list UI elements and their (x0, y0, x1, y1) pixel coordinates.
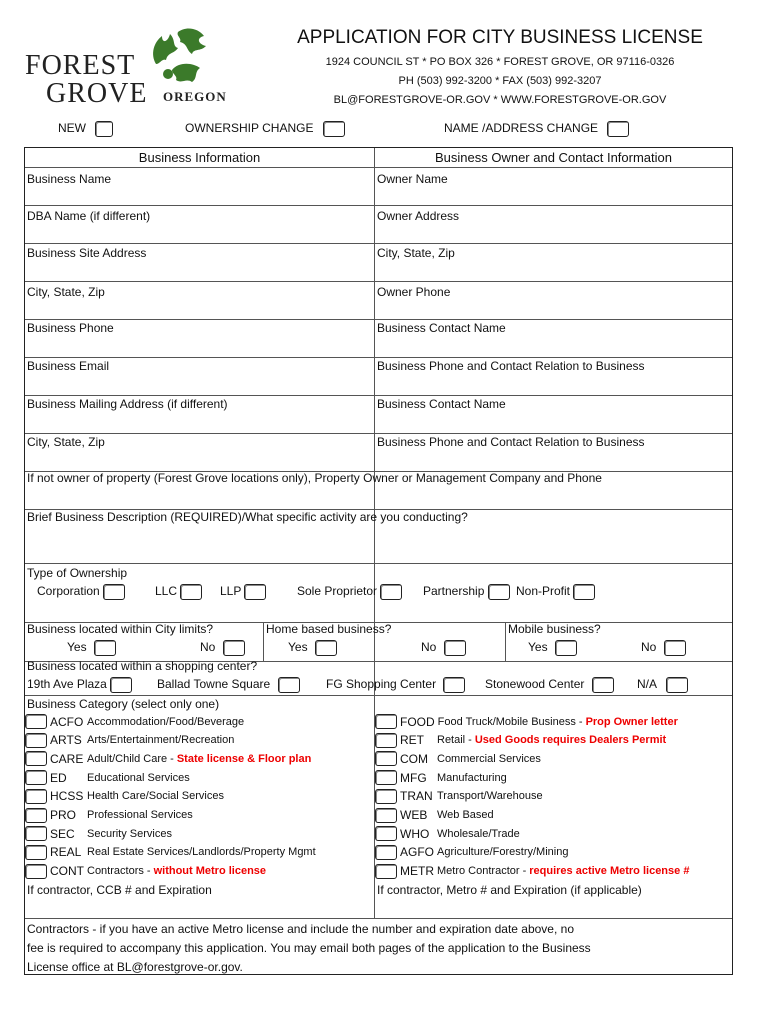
category-code: ACFO (50, 714, 84, 729)
field-owner-name[interactable]: Owner Name (377, 172, 448, 186)
field-ccb[interactable]: If contractor, CCB # and Expiration (27, 883, 212, 897)
mobile-yes-checkbox[interactable] (555, 640, 577, 656)
category-mfg-checkbox[interactable] (375, 770, 397, 785)
home-based-no: No (421, 640, 466, 656)
center-na: N/A (637, 677, 688, 693)
category-code: ARTS (50, 733, 82, 748)
field-owner-phone[interactable]: Owner Phone (377, 285, 451, 299)
category-desc: Metro Contractor - (437, 865, 527, 878)
header-phone: PH (503) 992-3200 * FAX (503) 992-3207 (398, 75, 602, 87)
ballad-towne-checkbox[interactable] (278, 677, 300, 693)
field-contact-name[interactable]: Business Contact Name (377, 321, 506, 335)
header-address: 1924 COUNCIL ST * PO BOX 326 * FOREST GROVE, OR 97116-0326 (325, 56, 675, 68)
category-code: WEB (400, 808, 428, 822)
category-code: CONT (50, 864, 84, 879)
city-limits-no: No (200, 640, 245, 656)
category-desc: Web Based (437, 809, 494, 821)
category-metr (375, 864, 689, 879)
category-web (375, 808, 494, 823)
category-cont (25, 864, 266, 879)
category-code: AGFO (400, 845, 435, 860)
category-desc: Adult/Child Care - (87, 752, 174, 765)
logo-text-forest: FOREST (25, 50, 136, 81)
logo-text-oregon: OREGON (163, 89, 227, 104)
footer-line-2: fee is required to accompany this application. You may email both pages of the application to the Business (27, 941, 591, 955)
home-based-label: Home based business? (266, 622, 392, 636)
page-title: APPLICATION FOR CITY BUSINESS LICENSE (297, 27, 703, 48)
category-desc: Health Care/Social Services (87, 790, 224, 803)
category-code: REAL (50, 845, 82, 860)
category-ret-checkbox[interactable] (375, 733, 397, 748)
category-tran-checkbox[interactable] (375, 789, 397, 804)
center-fg-shopping: FG Shopping Center (326, 677, 465, 693)
oak-leaf-logo-icon (148, 24, 216, 90)
category-desc: Wholesale/Trade (437, 827, 520, 840)
shopping-center-label: Business located within a shopping center? (27, 659, 258, 673)
category-arts-checkbox[interactable] (25, 733, 47, 748)
category-agfo (375, 845, 568, 860)
category-desc: Educational Services (87, 771, 190, 784)
option-llc: LLC (155, 584, 202, 600)
category-who (375, 826, 520, 841)
field-mailing-city-state-zip[interactable]: City, State, Zip (27, 435, 105, 449)
category-hcss-checkbox[interactable] (25, 789, 47, 804)
category-care (25, 751, 311, 766)
category-desc: Agriculture/Forestry/Mining (437, 846, 569, 859)
category-hcss (25, 789, 224, 804)
category-desc: Food Truck/Mobile Business - (437, 715, 583, 728)
category-label: Business Category (select only one) (27, 697, 220, 711)
center-stonewood: Stonewood Center (485, 677, 614, 693)
field-contact-relation[interactable]: Business Phone and Contact Relation to Business (377, 359, 645, 373)
category-desc: Manufacturing (437, 771, 507, 784)
category-note: Used Goods requires Dealers Permit (474, 734, 667, 747)
category-ret (375, 733, 666, 748)
field-contact-relation-2[interactable]: Business Phone and Contact Relation to Business (377, 435, 645, 449)
category-desc: Commercial Services (437, 752, 541, 765)
city-limits-yes: Yes (67, 640, 116, 656)
city-limits-no-checkbox[interactable] (223, 640, 245, 656)
category-arts (25, 733, 234, 748)
category-desc: Accommodation/Food/Beverage (87, 715, 245, 728)
category-desc: Professional Services (87, 809, 193, 821)
field-contact-name-2[interactable]: Business Contact Name (377, 397, 506, 411)
section-business-info: Business Information (138, 150, 261, 165)
category-code: CARE (50, 751, 84, 766)
fg-shopping-checkbox[interactable] (443, 677, 465, 693)
option-partnership: Partnership (423, 584, 510, 600)
stonewood-checkbox[interactable] (592, 677, 614, 693)
na-checkbox[interactable] (666, 677, 688, 693)
category-care-checkbox[interactable] (25, 751, 47, 766)
category-code: METR (400, 864, 434, 879)
center-19th-ave: 19th Ave Plaza (27, 677, 132, 693)
category-note: State license & Floor plan (176, 752, 312, 765)
category-code: TRAN (400, 789, 433, 804)
home-based-no-checkbox[interactable] (444, 640, 466, 656)
field-business-phone[interactable]: Business Phone (27, 321, 114, 335)
mobile-label: Mobile business? (508, 622, 601, 636)
category-food (375, 714, 678, 729)
field-owner-address[interactable]: Owner Address (377, 209, 460, 223)
category-code: PRO (50, 808, 77, 822)
category-web-checkbox[interactable] (375, 808, 397, 823)
category-desc: Security Services (87, 827, 172, 840)
category-mfg (375, 770, 507, 785)
category-code: WHO (400, 826, 430, 841)
option-corporation: Corporation (37, 584, 125, 600)
section-owner-info: Business Owner and Contact Information (434, 150, 672, 165)
llp-checkbox[interactable] (244, 584, 266, 600)
category-who-checkbox[interactable] (375, 826, 397, 841)
field-business-email[interactable]: Business Email (27, 359, 110, 373)
category-food-checkbox[interactable] (375, 714, 397, 729)
new-checkbox[interactable] (95, 121, 113, 137)
category-real (25, 845, 316, 860)
category-note: without Metro license (153, 865, 267, 878)
option-non-profit: Non-Profit (516, 584, 595, 600)
footer-line-3: License office at BL@forestgrove-or.gov. (27, 960, 243, 974)
category-ed (25, 770, 190, 785)
home-based-yes-checkbox[interactable] (315, 640, 337, 656)
corporation-checkbox[interactable] (103, 584, 125, 600)
category-desc: Real Estate Services/Landlords/Property Mgmt (87, 846, 316, 859)
category-com-checkbox[interactable] (375, 751, 397, 766)
category-code: HCSS (50, 789, 84, 804)
category-code: FOOD (400, 714, 435, 729)
application-form (24, 147, 733, 975)
category-agfo-checkbox[interactable] (375, 845, 397, 860)
category-pro (25, 808, 193, 823)
option-sole-proprietor: Sole Proprietor (297, 584, 402, 600)
category-sec-checkbox[interactable] (25, 826, 47, 841)
app-type-new: NEW (58, 121, 113, 137)
category-acfo-checkbox[interactable] (25, 714, 47, 729)
ownership-label: Type of Ownership (27, 566, 128, 580)
app-type-name: NAME /ADDRESS CHANGE (444, 121, 629, 137)
field-dba-name[interactable]: DBA Name (if different) (27, 209, 151, 223)
field-city-state-zip[interactable]: City, State, Zip (27, 285, 105, 299)
category-code: SEC (50, 826, 75, 841)
category-code: ED (50, 770, 67, 785)
category-desc: Arts/Entertainment/Recreation (87, 734, 235, 747)
field-site-address[interactable]: Business Site Address (27, 246, 147, 260)
category-tran (375, 789, 543, 804)
category-acfo (25, 714, 244, 729)
sole-proprietor-checkbox[interactable] (380, 584, 402, 600)
ownership-change-checkbox[interactable] (323, 121, 345, 137)
category-metr-checkbox[interactable] (375, 864, 397, 879)
19th-ave-checkbox[interactable] (110, 677, 132, 693)
category-desc: Contractors - (87, 865, 151, 878)
city-limits-label: Business located within City limits? (27, 622, 214, 636)
category-code: COM (400, 751, 428, 766)
category-note: Prop Owner letter (585, 715, 678, 728)
home-based-yes: Yes (288, 640, 337, 656)
footer-line-1: Contractors - if you have an active Metro license and include the number and expiration date above, no (27, 922, 574, 936)
center-ballad-towne: Ballad Towne Square (157, 677, 300, 693)
header-email: BL@FORESTGROVE-OR.GOV * WWW.FORESTGROVE-OR.GOV (333, 94, 667, 106)
category-note: requires active Metro license # (529, 865, 690, 878)
category-ed-checkbox[interactable] (25, 770, 47, 785)
option-llp: LLP (220, 584, 266, 600)
partnership-checkbox[interactable] (488, 584, 510, 600)
category-pro-checkbox[interactable] (25, 808, 47, 823)
field-owner-city-state-zip[interactable]: City, State, Zip (377, 246, 455, 260)
category-real-checkbox[interactable] (25, 845, 47, 860)
mobile-yes: Yes (528, 640, 577, 656)
non-profit-checkbox[interactable] (573, 584, 595, 600)
city-limits-yes-checkbox[interactable] (94, 640, 116, 656)
app-type-ownership: OWNERSHIP CHANGE (185, 121, 345, 137)
category-desc: Transport/Warehouse (437, 790, 543, 803)
llc-checkbox[interactable] (180, 584, 202, 600)
field-property-owner[interactable]: If not owner of property (Forest Grove locations only), Property Owner or Management Company and Phone (27, 471, 602, 485)
field-mailing-address[interactable]: Business Mailing Address (if different) (27, 397, 228, 411)
field-metro[interactable]: If contractor, Metro # and Expiration (if applicable) (377, 883, 642, 897)
mobile-no: No (641, 640, 686, 656)
field-business-description[interactable]: Brief Business Description (REQUIRED)/What specific activity are you conducting? (27, 510, 468, 524)
category-sec (25, 826, 172, 841)
category-cont-checkbox[interactable] (25, 864, 47, 879)
field-business-name[interactable]: Business Name (27, 172, 112, 186)
category-code: MFG (400, 770, 427, 785)
mobile-no-checkbox[interactable] (664, 640, 686, 656)
category-desc: Retail - (437, 734, 472, 747)
category-com (375, 751, 541, 766)
name-change-checkbox[interactable] (607, 121, 629, 137)
category-code: RET (400, 733, 424, 748)
logo-text-grove: GROVE (46, 78, 148, 109)
